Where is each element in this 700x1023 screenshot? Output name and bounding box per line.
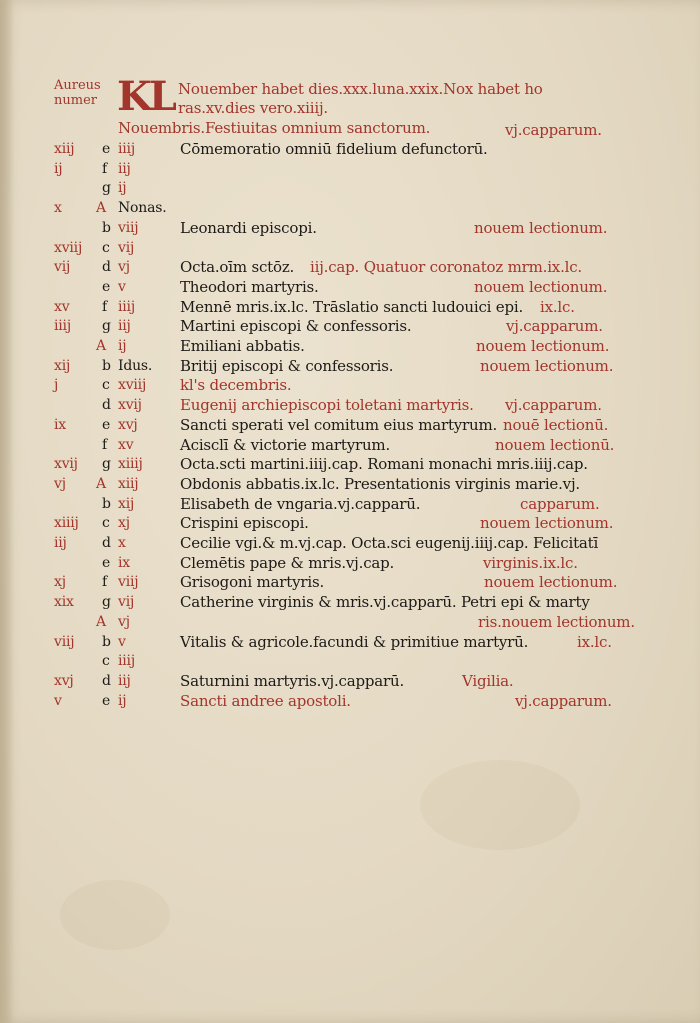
day-count: xvj [118, 416, 138, 433]
dominical-letter: A [96, 200, 106, 217]
feast-entry: Vitalis & agricole.facundi & primitiue martyrū. [180, 632, 529, 651]
golden-number: x [54, 200, 62, 217]
golden-number: viij [54, 633, 75, 650]
feast-entry: Crispini episcopi. [180, 514, 309, 533]
golden-number: xvij [54, 456, 78, 473]
dominical-letter: b [102, 357, 111, 374]
day-count: iij [118, 672, 131, 689]
feast-entry: Catherine virginis & mris.vj.capparū. Petri epi & marty [180, 593, 590, 612]
feast-rank: nouem lectionum. [476, 337, 610, 355]
feast-entry: Clemētis pape & mris.vj.cap. [180, 553, 395, 572]
feast-entry: Octa.scti martini.iiij.cap. Romani monachi mris.iiij.cap. [180, 455, 588, 474]
dominical-letter: c [102, 515, 110, 532]
dominical-letter: d [102, 259, 111, 276]
feast-all-saints-rank: vj.capparum. [505, 121, 602, 139]
golden-number: xvj [54, 672, 74, 689]
golden-number: iiij [54, 318, 71, 335]
golden-number: ij [54, 160, 63, 177]
day-count: iij [118, 318, 131, 335]
feast-rank: virginis.ix.lc. [483, 553, 578, 572]
feast-rank: vj.capparum. [506, 317, 603, 336]
day-count: Idus. [118, 357, 153, 374]
day-count: iij [118, 160, 131, 177]
feast-entry: Obdonis abbatis.ix.lc. Presentationis virginis marie.vj. [180, 474, 580, 493]
day-count: iiij [118, 653, 135, 670]
feast-rank: ix.lc. [577, 632, 612, 651]
dominical-letter: f [102, 436, 107, 453]
golden-number: iij [54, 535, 67, 551]
golden-number: vj [54, 475, 66, 492]
paper-stain [420, 760, 580, 850]
feast-entry: Acisclī & victorie martyrum. [180, 435, 391, 454]
day-count: vij [118, 594, 135, 611]
feast-entry: Britij episcopi & confessoris. [180, 356, 394, 375]
feast-entry: Eugenij archiepiscopi toletani martyris. [180, 396, 474, 415]
dominical-letter: e [102, 141, 111, 157]
day-count: Nonas. [118, 200, 167, 217]
day-count: xij [118, 495, 135, 512]
dominical-letter: g [102, 594, 111, 611]
feast-entry: Sancti andree apostoli. [180, 691, 351, 710]
day-count: viij [118, 574, 139, 591]
feast-rank: ix.lc. [540, 297, 575, 316]
dominical-letter: b [102, 219, 111, 236]
golden-number: xiij [54, 141, 75, 157]
day-count: iiij [118, 141, 135, 157]
dominical-letter: b [102, 495, 111, 512]
feast-rank: ris.nouem lectionum. [478, 612, 635, 631]
golden-number: xix [54, 594, 74, 611]
dominical-letter: c [102, 653, 110, 670]
dominical-letter: d [102, 535, 111, 551]
feast-rank: nouem lectionum. [474, 277, 608, 296]
day-count: ix [118, 554, 130, 571]
dominical-letter: b [102, 633, 111, 650]
dominical-letter: g [102, 456, 111, 473]
dominical-letter: A [96, 475, 106, 492]
day-count: v [118, 278, 126, 295]
feast-rank: nouem lectionū. [495, 435, 615, 454]
day-count: vj [118, 259, 130, 276]
dominical-letter: e [102, 554, 111, 571]
dominical-letter: f [102, 574, 107, 591]
golden-number: xj [54, 574, 66, 591]
golden-number: xviij [54, 239, 83, 256]
feast-rank: Vigilia. [462, 671, 514, 690]
dominical-letter: c [102, 377, 110, 394]
feast-entry: Saturnini martyris.vj.capparū. [180, 671, 405, 690]
feast-all-saints: Nouembris.Festiuitas omnium sanctorum. [118, 119, 431, 137]
dominical-letter: e [102, 278, 111, 295]
day-count: vij [118, 239, 135, 256]
golden-number-label [54, 78, 112, 108]
golden-number-text: Aureus numer [54, 78, 101, 108]
feast-entry: Theodori martyris. [180, 277, 319, 296]
feast-rank: nouem lectionum. [480, 356, 614, 375]
feast-entry: Mennē mris.ix.lc. Trāslatio sancti ludouici epi. [180, 297, 524, 316]
feast-rank: capparum. [520, 494, 600, 513]
dominical-letter: g [102, 318, 111, 335]
dominical-letter: e [102, 416, 111, 433]
feast-entry: Octa.oīm sctōz. [180, 258, 295, 277]
day-count: ij [118, 338, 127, 354]
golden-number: xij [54, 357, 71, 374]
feast-entry: kl's decembris. [180, 376, 292, 395]
feast-rank: vj.capparum. [505, 396, 602, 415]
day-count: xj [118, 515, 130, 532]
golden-number: xiiij [54, 515, 79, 532]
golden-number: j [54, 377, 59, 394]
day-count: iiij [118, 298, 135, 315]
day-count: xiiij [118, 456, 143, 473]
feast-entry: Leonardi episcopi. [180, 218, 317, 237]
feast-rank: iij.cap. Quatuor coronatoz mrm.ix.lc. [310, 258, 582, 277]
dominical-letter: A [96, 613, 106, 630]
feast-entry: Elisabeth de vngaria.vj.capparū. [180, 494, 421, 513]
golden-number: v [54, 692, 62, 709]
feast-rank: nouem lectionum. [480, 514, 614, 533]
dominical-letter: d [102, 672, 111, 689]
day-count: xvij [118, 397, 142, 414]
kalendar-initial: KL [117, 73, 174, 120]
feast-entry: Grisogoni martyris. [180, 573, 325, 592]
feast-rank: nouē lectionū. [503, 415, 609, 434]
day-count: v [118, 633, 126, 650]
dominical-letter: d [102, 397, 111, 414]
paper-stain [60, 880, 170, 950]
golden-number: ix [54, 416, 66, 433]
day-count: xviij [118, 377, 147, 394]
feast-entry: Cecilie vgi.& m.vj.cap. Octa.sci eugenij.iiij.cap. Felicitatī [180, 534, 599, 552]
dominical-letter: f [102, 298, 107, 315]
day-count: xv [118, 436, 134, 453]
feast-rank: vj.capparum. [515, 691, 612, 710]
dominical-letter: e [102, 692, 111, 709]
feast-entry: Martini episcopi & confessoris. [180, 317, 412, 336]
feast-rank: nouem lectionum. [474, 218, 608, 237]
dominical-letter: g [102, 180, 111, 197]
day-count: viij [118, 219, 139, 236]
page-gutter-shadow [0, 0, 14, 1023]
day-count: ij [118, 692, 127, 709]
month-header-line-1: Nouember habet dies.xxx.luna.xxix.Nox habet ho [178, 80, 543, 98]
feast-entry: Sancti sperati vel comitum eius martyrum. [180, 415, 498, 434]
day-count: vj [118, 613, 130, 630]
dominical-letter: c [102, 239, 110, 256]
day-count: xiij [118, 475, 139, 492]
feast-entry: Cōmemoratio omniū fidelium defunctorū. [180, 140, 488, 158]
feast-rank: nouem lectionum. [484, 573, 618, 592]
feast-entry: Emiliani abbatis. [180, 337, 305, 355]
dominical-letter: A [96, 338, 106, 354]
golden-number: xv [54, 298, 70, 315]
golden-number: vij [54, 259, 71, 276]
month-header-line-2: ras.xv.dies vero.xiiij. [178, 99, 328, 117]
day-count: ij [118, 180, 127, 197]
dominical-letter: f [102, 160, 107, 177]
day-count: x [118, 535, 126, 551]
